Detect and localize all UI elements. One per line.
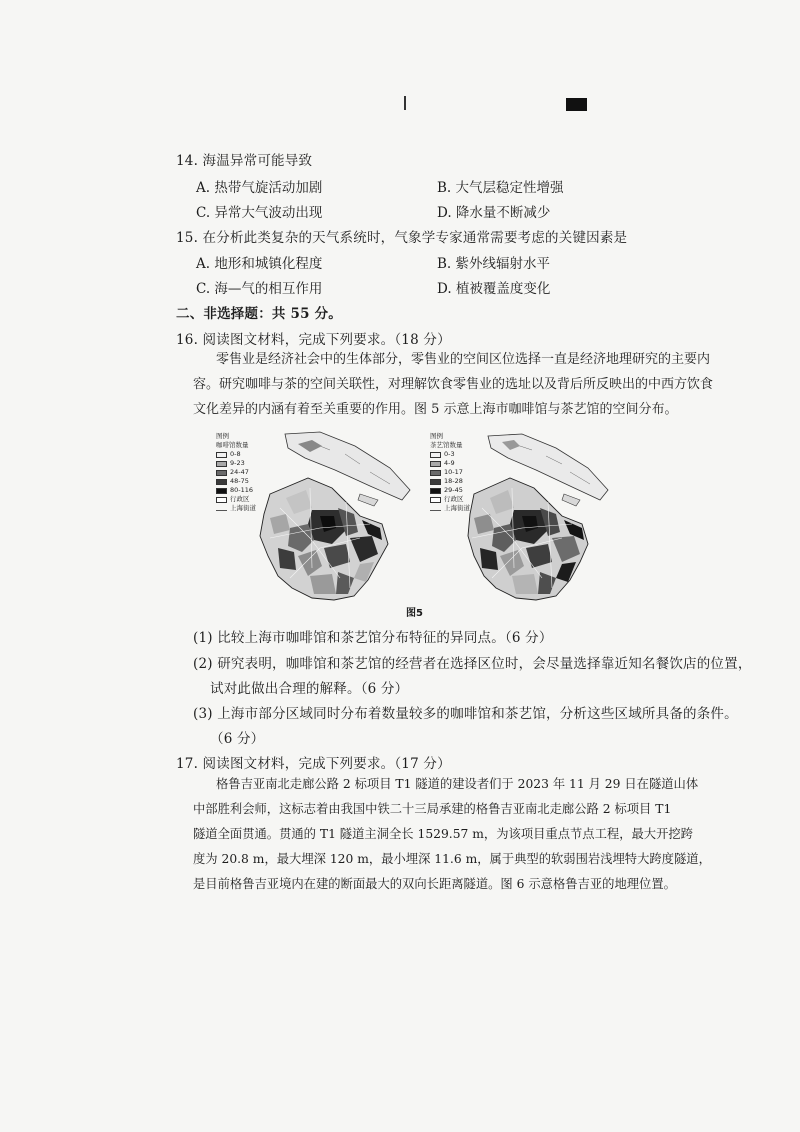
tea-legend-item: 4-9 [430,459,470,468]
tea-legend-item: 0-3 [430,450,470,459]
coffee-legend-item: 80-116 [216,486,256,495]
question-17-paragraph-line-5: 是目前格鲁吉亚境内在建的断面最大的双向长距离隧道。图 6 示意格鲁吉亚的地理位置。 [193,877,676,891]
coffee-legend-item: 24-47 [216,468,256,477]
coffee-legend-street: 上海街道 [216,504,256,513]
tea-legend-title: 图例 [430,432,443,440]
question-17-paragraph-line-4: 度为 20.8 m，最大埋深 120 m，最小埋深 11.6 m，属于典型的软弱围岩浅埋特大跨度隧道， [193,852,711,866]
tea-legend-item: 10-17 [430,468,470,477]
tea-legend-subtitle: 茶艺馆数量 [430,441,463,449]
question-16-sub-2-line-2: 试对此做出合理的解释。（6 分） [210,681,409,697]
coffee-legend-item: 0-8 [216,450,256,459]
coffee-legend-item: 9-23 [216,459,256,468]
question-17-paragraph-line-2: 中部胜利会师，这标志着由我国中铁二十三局承建的格鲁吉亚南北走廊公路 2 标项目 T1 [193,802,672,816]
question-15-option-a: A. 地形和城镇化程度 [196,256,323,272]
section-heading: 二、非选择题：共 55 分。 [176,306,342,322]
question-15-option-d: D. 植被覆盖度变化 [437,281,551,297]
question-16-paragraph-line-3: 文化差异的内涵有着至关重要的作用。图 5 示意上海市咖啡馆与茶艺馆的空间分布。 [193,402,678,417]
question-16-paragraph-line-2: 容。研究咖啡与茶的空间关联性，对理解饮食零售业的选址以及背后所反映出的中西方饮食 [193,377,714,392]
coffee-legend-item: 48-75 [216,477,256,486]
question-16-sub-3-line-2: （6 分） [210,731,265,747]
question-14-stem: 14. 海温异常可能导致 [176,153,313,169]
question-15-option-b: B. 紫外线辐射水平 [437,256,551,272]
question-17-stem: 17. 阅读图文材料，完成下列要求。（17 分） [176,756,451,772]
question-14-option-b: B. 大气层稳定性增强 [437,180,564,196]
coffee-map [250,428,420,603]
scan-mark-block [566,98,587,111]
question-14-option-a: A. 热带气旋活动加剧 [196,180,323,196]
coffee-legend-subtitle: 咖啡馆数量 [216,441,249,449]
question-14-option-c: C. 异常大气波动出现 [196,205,323,221]
tea-legend-item: 18-28 [430,477,470,486]
question-14-option-d: D. 降水量不断减少 [437,205,551,221]
tea-legend-boundary: 行政区 [430,495,470,504]
question-16-sub-2-line-1: (2) 研究表明，咖啡馆和茶艺馆的经营者在选择区位时，会尽量选择靠近知名餐饮店的位置， [193,656,752,672]
tea-legend-street: 上海街道 [430,504,470,513]
question-16-sub-3-line-1: (3) 上海市部分区域同时分布着数量较多的咖啡馆和茶艺馆，分析这些区域所具备的条件。 [193,706,738,722]
question-16-stem: 16. 阅读图文材料，完成下列要求。（18 分） [176,332,451,348]
coffee-legend-title: 图例 [216,432,229,440]
figure-5-caption: 图5 [406,608,423,619]
coffee-legend-boundary: 行政区 [216,495,256,504]
question-17-paragraph-line-1: 格鲁吉亚南北走廊公路 2 标项目 T1 隧道的建设者们于 2023 年 11 月 29 日在隧道山体 [216,777,699,791]
tea-map [466,428,616,603]
question-15-stem: 15. 在分析此类复杂的天气系统时，气象学专家通常需要考虑的关键因素是 [176,230,628,246]
scan-mark-line [404,96,406,110]
question-17-paragraph-line-3: 隧道全面贯通。贯通的 T1 隧道主洞全长 1529.57 m，为该项目重点节点工程，最大开挖跨 [193,827,693,841]
tea-legend-item: 29-45 [430,486,470,495]
question-15-option-c: C. 海—气的相互作用 [196,281,323,297]
question-16-paragraph-line-1: 零售业是经济社会中的生体部分，零售业的空间区位选择一直是经济地理研究的主要内 [216,352,711,367]
question-16-sub-1: (1) 比较上海市咖啡馆和茶艺馆分布特征的异同点。（6 分） [193,630,553,646]
tea-legend [430,432,470,513]
figure-5 [210,428,620,618]
